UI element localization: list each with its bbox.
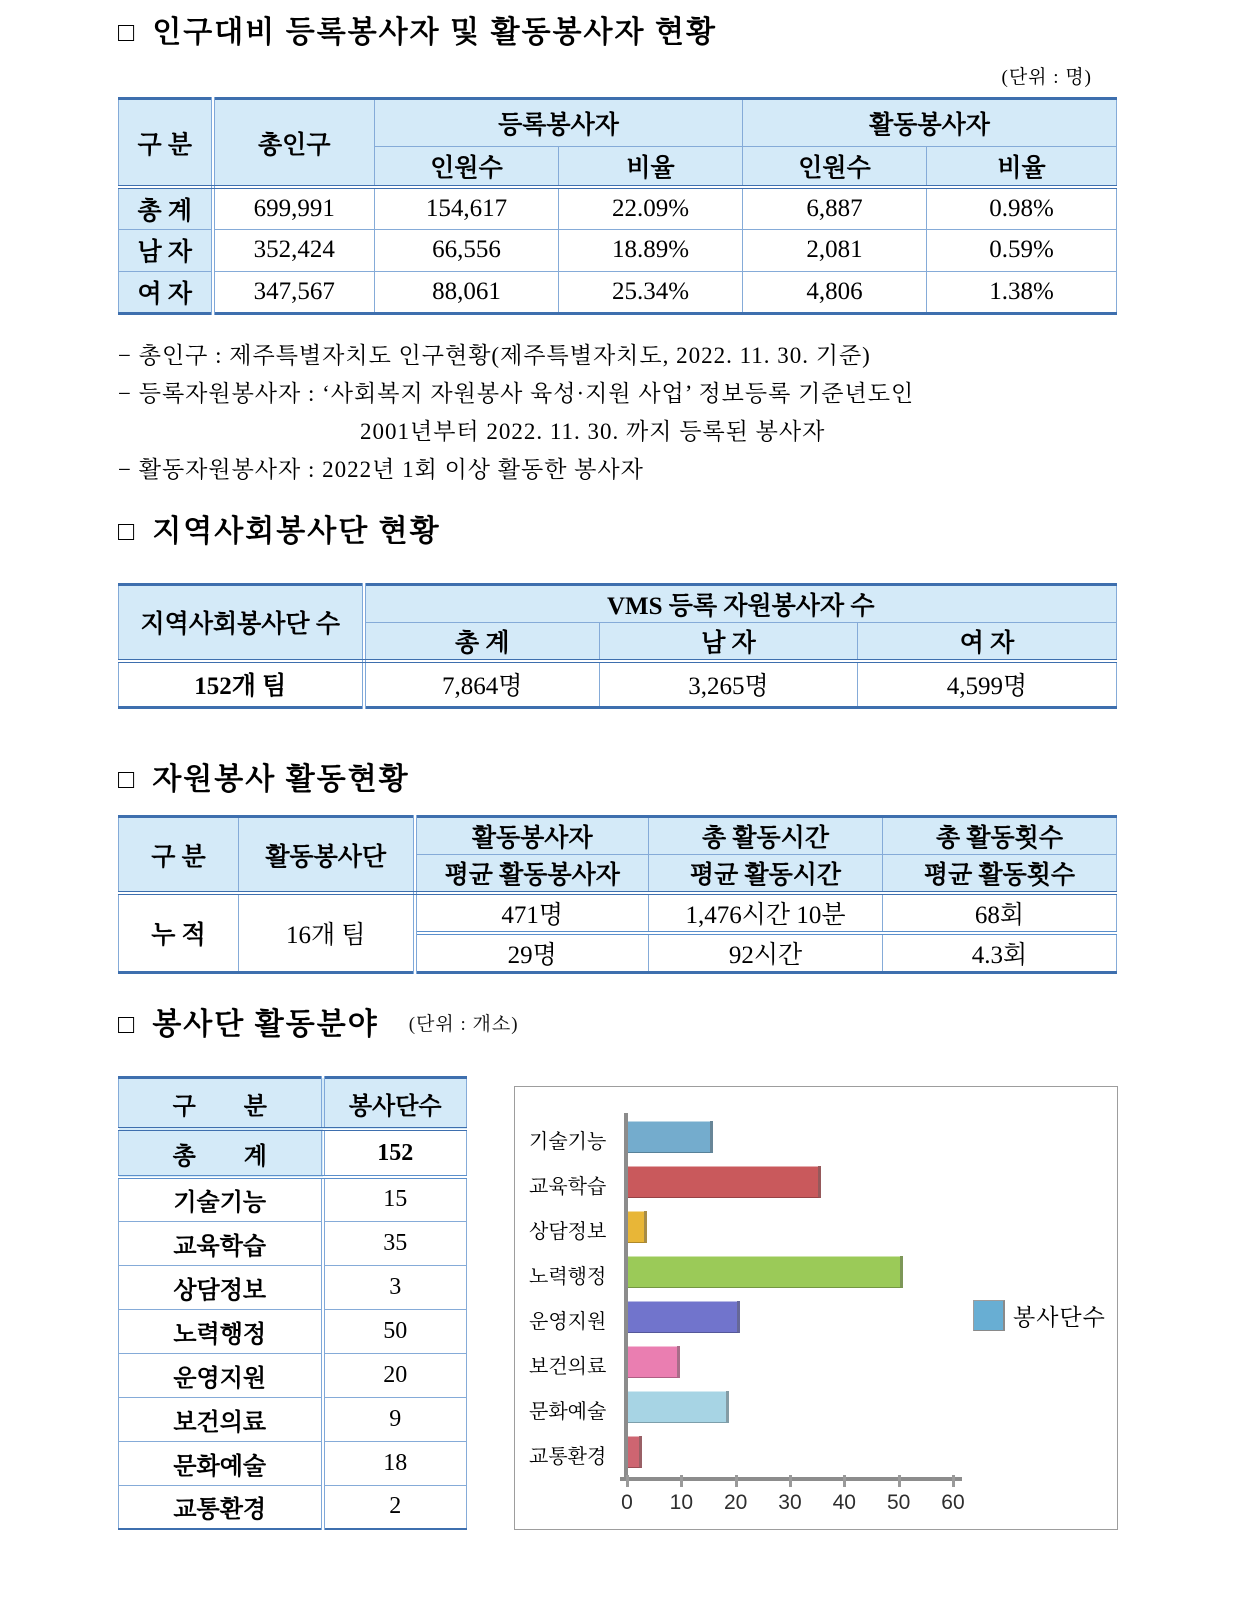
chart-tick-mark [626,1475,629,1487]
table-cell: 0.98% [927,187,1117,229]
table-cell: 347,567 [213,271,375,313]
chart-plot-rows [515,1115,1117,1475]
table-cell: 7,864명 [364,661,600,708]
table-cell: 699,991 [213,187,375,229]
chart-category-label: 교육학습 [529,1176,607,1198]
chart-bar-row [515,1205,1117,1250]
chart-bar [628,1301,740,1333]
table-row [119,187,1117,229]
table-row [119,1265,467,1309]
table-cell: 18.89% [559,229,743,271]
chart-bar [628,1211,647,1243]
table-cell: 1.38% [927,271,1117,313]
header-cell-total-pop: 총인구 [213,99,375,188]
table-cell: 25.34% [559,271,743,313]
header-cell-times: 총 활동횟수 [883,817,1117,855]
table-row [119,893,1117,933]
table-cell: 20 [323,1353,467,1397]
header-cell-team: 활동봉사단 [239,817,415,894]
chart-bar [628,1436,642,1468]
header-cell-hours: 총 활동시간 [649,817,883,855]
legend-swatch-icon [973,1300,1005,1331]
table-cell: 50 [323,1309,467,1353]
footnote-line: − 활동자원봉사자 : 2022년 1회 이상 활동한 봉사자 [118,456,644,482]
square-bullet-icon: □ [118,764,135,794]
volunteer-activity-table [118,815,1117,974]
table-row [119,1129,467,1177]
table-cell: 352,424 [213,229,375,271]
population-volunteer-table [118,97,1117,315]
row-label-cell: 총 계 [119,187,213,229]
header-cell-female: 여 자 [858,622,1117,661]
footnote-line: − 등록자원봉사자 : ‘사회복지 자원봉사 육성·지원 사업’ 정보등록 기준년도인 [118,380,915,406]
row-label-cell: 문화예술 [119,1441,323,1485]
table-header-row [119,584,1117,622]
chart-legend [973,1299,1106,1332]
table-cell: 9 [323,1397,467,1441]
header-cell-vms: VMS 등록 자원봉사자 수 [364,584,1117,622]
header-cell-volunteers: 활동봉사자 [415,817,649,855]
chart-tick-mark [898,1475,901,1487]
chart-category-label: 보건의료 [529,1356,607,1378]
chart-tick-label: 10 [669,1491,693,1514]
header-cell-registered: 등록봉사자 [375,99,743,147]
table-cell: 15 [323,1177,467,1221]
header-cell-avg-hours: 평균 활동시간 [649,855,883,894]
row-label-cell: 노력행정 [119,1309,323,1353]
chart-category-label: 문화예술 [529,1401,607,1423]
header-cell-gubun: 구 분 [119,817,239,894]
footnotes [118,337,1118,489]
table-row [119,1441,467,1485]
square-bullet-icon: □ [118,17,135,47]
table-row [119,1177,467,1221]
table-cell: 2,081 [743,229,927,271]
row-label-cell: 총 계 [119,1129,323,1177]
header-cell-avg-volunteers: 평균 활동봉사자 [415,855,649,894]
chart-tick-label: 20 [723,1491,748,1514]
table-cell: 22.09% [559,187,743,229]
chart-bar-row [515,1160,1117,1205]
row-label-cell: 기술기능 [119,1177,323,1221]
header-cell-ratio: 비율 [927,147,1117,188]
row-label-cell: 보건의료 [119,1397,323,1441]
activity-field-table [118,1076,467,1530]
legend-label: 봉사단수 [1013,1304,1106,1330]
chart-tick-mark [680,1475,683,1487]
chart-bar [628,1121,713,1153]
section3-title-text: 자원봉사 활동현황 [152,763,410,796]
chart-tick-label: 60 [941,1491,965,1514]
table-header-row [119,817,1117,855]
header-cell-ratio: 비율 [559,147,743,188]
chart-category-label: 노력행정 [529,1266,607,1288]
table-row [119,661,1117,708]
header-cell-avg-times: 평균 활동횟수 [883,855,1117,894]
square-bullet-icon: □ [118,1009,135,1039]
table-row [119,271,1117,313]
row-label-cell: 남 자 [119,229,213,271]
section1-title-text: 인구대비 등록봉사자 및 활동봉사자 현황 [152,16,717,49]
chart-bar [628,1346,680,1378]
chart-bar [628,1391,729,1423]
row-label-cell: 상담정보 [119,1265,323,1309]
table-header-row [119,99,1117,147]
section3-title [118,761,1118,799]
table-cell: 18 [323,1441,467,1485]
table-row [119,1397,467,1441]
header-cell-active: 활동봉사자 [743,99,1117,147]
row-label-cell: 운영지원 [119,1353,323,1397]
row-label-cell: 교통환경 [119,1485,323,1529]
table-row [119,1485,467,1529]
table-cell: 29명 [415,933,649,973]
row-label-cell: 여 자 [119,271,213,313]
table-cell: 6,887 [743,187,927,229]
table-cell: 16개 팀 [239,893,415,973]
header-cell-gubun: 구 분 [119,99,213,188]
table-header-row [119,1078,467,1130]
chart-bar-row [515,1340,1117,1385]
table-cell: 4.3회 [883,933,1117,973]
header-cell-group-count: 지역사회봉사단 수 [119,584,364,661]
chart-bar [628,1256,903,1288]
chart-bar-row [515,1385,1117,1430]
table-cell: 3 [323,1265,467,1309]
row-label-cell: 누 적 [119,893,239,973]
table-cell: 4,599명 [858,661,1117,708]
section2-title [118,513,1118,551]
chart-bar [628,1166,821,1198]
unit-label-places: (단위 : 개소) [408,1014,519,1035]
chart-tick-label: 50 [886,1491,911,1514]
table-cell: 66,556 [375,229,559,271]
header-cell-count: 봉사단수 [323,1078,467,1130]
volunteer-field-bar-chart [514,1086,1118,1530]
table-cell: 2 [323,1485,467,1529]
header-cell-count: 인원수 [375,147,559,188]
table-cell: 152개 팀 [119,661,364,708]
chart-category-label: 기술기능 [529,1131,607,1153]
chart-category-label: 교통환경 [529,1446,607,1468]
chart-bar-row [515,1430,1117,1475]
table-cell: 3,265명 [600,661,858,708]
section4-title-text: 봉사단 활동분야 [152,1008,379,1041]
table-cell: 154,617 [375,187,559,229]
table-cell: 35 [323,1221,467,1265]
chart-tick-label: 30 [778,1491,802,1514]
chart-tick-mark [735,1475,738,1487]
table-cell: 88,061 [375,271,559,313]
chart-category-label: 운영지원 [529,1311,607,1333]
chart-bar-row [515,1250,1117,1295]
table-cell: 471명 [415,893,649,933]
section1-title [118,14,1118,52]
footnote-line: 2001년부터 2022. 11. 30. 까지 등록된 봉사자 [360,418,826,444]
community-volunteer-group-table [118,583,1117,710]
table-cell: 0.59% [927,229,1117,271]
table-cell: 92시간 [649,933,883,973]
chart-tick-mark [952,1475,955,1487]
table-cell: 4,806 [743,271,927,313]
header-cell-count: 인원수 [743,147,927,188]
chart-tick-label: 40 [832,1491,856,1514]
footnote-line: − 총인구 : 제주특별자치도 인구현황(제주특별자치도, 2022. 11. 30. 기준) [118,342,871,368]
chart-tick-mark [843,1475,846,1487]
section2-title-text: 지역사회봉사단 현황 [152,514,441,548]
chart-tick-label: 0 [621,1491,633,1514]
header-cell-gubun: 구 분 [119,1078,323,1130]
table-cell: 152 [323,1129,467,1177]
chart-category-label: 상담정보 [529,1221,607,1243]
table-row [119,229,1117,271]
table-row [119,1221,467,1265]
square-bullet-icon: □ [118,515,135,546]
table-row [119,1309,467,1353]
table-cell: 1,476시간 10분 [649,893,883,933]
chart-bar-row [515,1115,1117,1160]
header-cell-male: 남 자 [600,622,858,661]
chart-tick-mark [789,1475,792,1487]
unit-label-people: (단위 : 명) [1001,67,1092,88]
row-label-cell: 교육학습 [119,1221,323,1265]
header-cell-total: 총 계 [364,622,600,661]
table-row [119,1353,467,1397]
section4-title [118,1006,1118,1044]
table-cell: 68회 [883,893,1117,933]
